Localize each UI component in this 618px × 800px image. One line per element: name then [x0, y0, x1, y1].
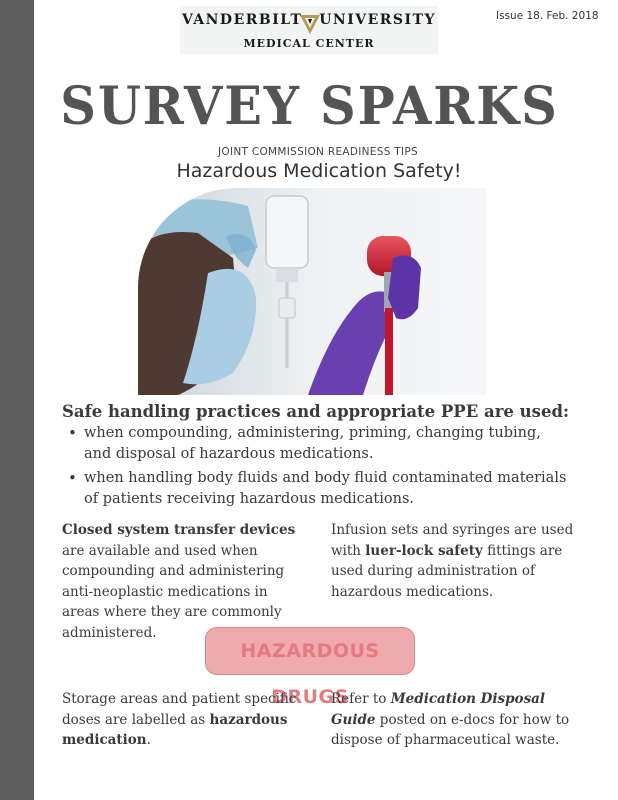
clinician-iv-photo	[138, 188, 486, 395]
storage-text-pre: Storage areas and patient specific doses are labelled as	[62, 691, 297, 728]
vanderbilt-logo	[180, 6, 438, 54]
cstd-tip	[62, 520, 302, 643]
vanderbilt-oak-leaf-icon	[299, 13, 321, 35]
storage-bold: hazardous medication	[62, 711, 288, 748]
storage-text-post: .	[146, 732, 151, 748]
disposal-guide-title: Medication Disposal Guide	[331, 691, 546, 728]
ppe-heading: Safe handling practices and appropriate PPE are used:	[62, 402, 570, 421]
refer-text-pre: Refer to	[331, 691, 391, 707]
issue-date: Issue 18. Feb. 2018	[496, 10, 599, 22]
hazardous-drugs-label: HAZARDOUS DRUGS	[240, 640, 380, 708]
clinician-photo-illustration	[138, 188, 486, 395]
logo-medical-center: MEDICAL CENTER	[243, 37, 375, 50]
ppe-bullet: • when handling body fluids and body fluid contaminated materials of patients receiving hazardous medications.	[68, 468, 568, 510]
infusion-bold: luer-lock safety	[365, 542, 483, 559]
cstd-text: are available and used when compounding and administering anti-neoplastic medications in areas where they are commonly administered.	[62, 542, 285, 641]
ppe-bullet-list	[68, 423, 568, 513]
ppe-bullet: • when compounding, administering, priming, changing tubing, and disposal of hazardous medications.	[68, 423, 568, 465]
infusion-tip	[331, 520, 586, 602]
cstd-bold: Closed system transfer devices	[62, 522, 296, 538]
newsletter-subtitle: Hazardous Medication Safety!	[176, 160, 462, 182]
disposal-tip	[331, 689, 593, 751]
newsletter-title: SURVEY SPARKS	[60, 76, 559, 137]
infusion-text-post: fittings are used during administration of hazardous medications.	[331, 542, 563, 600]
logo-text-right: UNIVERSITY	[319, 12, 436, 28]
refer-text-post: posted on e-docs for how to dispose of pharmaceutical waste.	[331, 711, 570, 748]
logo-text-left: VANDERBILT	[182, 12, 303, 28]
newsletter-kicker: JOINT COMMISSION READINESS TIPS	[217, 146, 419, 158]
infusion-text-pre: Infusion sets and syringes are used with	[331, 522, 574, 559]
storage-tip	[62, 689, 302, 751]
